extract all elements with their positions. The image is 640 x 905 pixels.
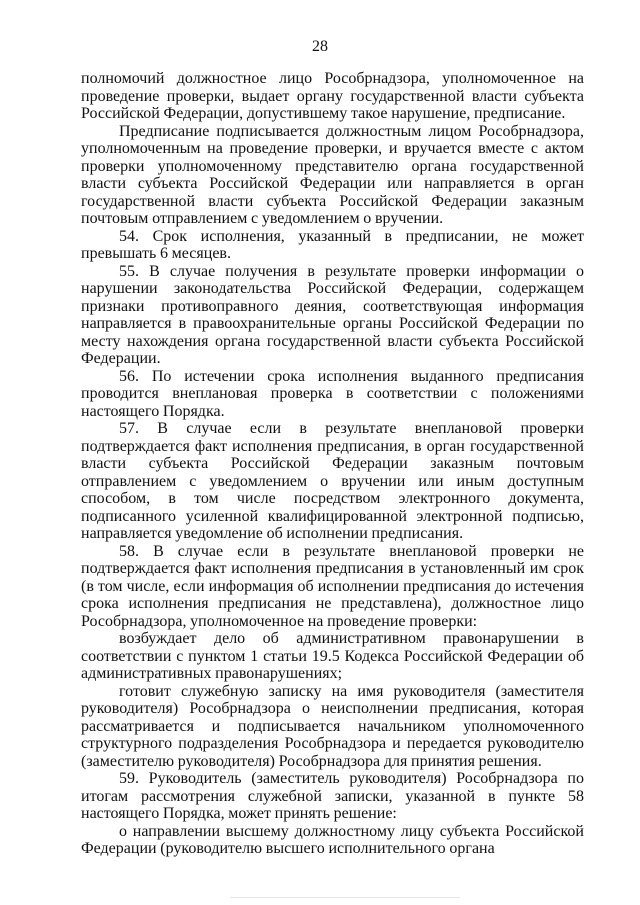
document-body (81, 70, 584, 858)
paragraph-56: 56. По истечении срока исполнения выданного предписания проводится внеплановая проверка в соответствии с положениями настоящего Порядка. (81, 367, 584, 420)
paragraph-continuation: полномочий должностное лицо Рособрнадзора, уполномоченное на проведение проверки, выдает органу государственной власти субъекта Российской Федерации, допустившему такое нарушение, предписание. (81, 70, 584, 122)
paragraph-58-item-2: готовит служебную записку на имя руководителя (заместителя руководителя) Рособрнадзора о неисполнении предписания, которая рассматривается и подписывается начальником уполномоченного структурного подразделения Рособрнадзора и передается руководителю (заместителю руководителя) Рособрнадзора для принятия решения. (81, 682, 584, 770)
scan-artifact-line (230, 897, 460, 898)
paragraph-57: 57. В случае если в результате внеплановой проверки подтверждается факт исполнения предписания, в орган государственной власти субъекта Российской Федерации заказным почтовым отправлением с уведомлением о вручении или иным доступным способом, в том числе посредством электронного документа, подписанного усиленной квалифицированной электронной подписью, направляется уведомление об исполнении предписания. (81, 420, 584, 542)
paragraph-55: 55. В случае получения в результате проверки информации о нарушении законодательства Российской Федерации, содержащем признаки противоправного деяния, соответствующая информация направляется в правоохранительные органы Российской Федерации по месту нахождения органа государственной власти субъекта Российской Федерации. (81, 262, 584, 367)
paragraph-54: 54. Срок исполнения, указанный в предписании, не может превышать 6 месяцев. (81, 227, 584, 262)
paragraph-prescription-signing: Предписание подписывается должностным лицом Рособрнадзора, уполномоченным на проведение проверки, и вручается вместе с актом проверки уполномоченному представителю органа государственной власти субъекта Российской Федерации или направляется в орган государственной власти субъекта Российской Федерации заказным почтовым отправлением с уведомлением о вручении. (81, 122, 584, 227)
page-number: 28 (312, 38, 328, 55)
paragraph-59: 59. Руководитель (заместитель руководителя) Рособрнадзора по итогам рассмотрения служебной записки, указанной в пункте 58 настоящего Порядка, может принять решение: (81, 770, 584, 822)
paragraph-58-item-1: возбуждает дело об административном правонарушении в соответствии с пунктом 1 статьи 19.5 Кодекса Российской Федерации об административных правонарушениях; (81, 630, 584, 682)
paragraph-58: 58. В случае если в результате внеплановой проверки не подтверждается факт исполнения предписания в установленный им срок (в том числе, если информация об исполнении предписания до истечения срока исполнения предписания не представлена), должностное лицо Рособрнадзора, уполномоченное на проведение проверки: (81, 542, 584, 630)
paragraph-59-item-1: о направлении высшему должностному лицу субъекта Российской Федерации (руководителю высшего исполнительного органа (81, 822, 584, 857)
